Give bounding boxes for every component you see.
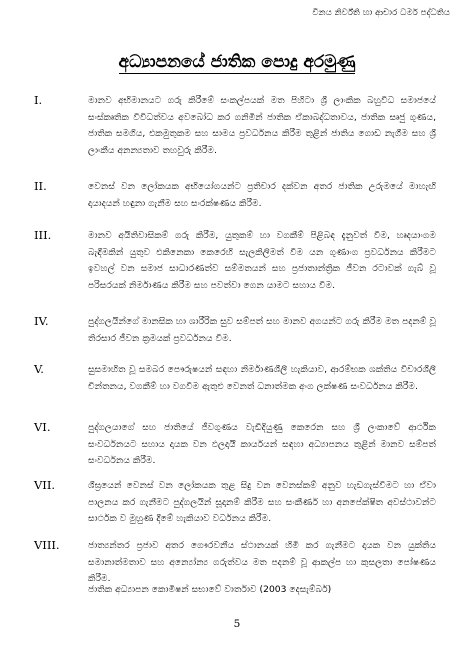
item-numeral: V. [34, 362, 44, 376]
item-numeral: II. [34, 179, 47, 193]
page-title [0, 52, 474, 72]
running-header: විනය නිර්ව්ති හා ආචාර ධර්ම පද්ධතිය [312, 8, 450, 18]
item-text: මානව අභිමානයට ගරු කිරීමේ සංකල්පයක් මත පිහිටා ශ්‍රී ලාංකික බහුවිධ සමාජයේ සංස්කෘතික විවිධත්වය අවබෝධ කර ගනිමින් ජාතික ඒකාබද්ධතාවය, ජාතික සෘජු ගුණය, ජාතික සමගිය, එකමුතුකම සහ සාමය ප්‍රවර්ධනය කිරීම තුළින් ජාතිය ගොඩ නැගීම සහ ශ්‍රී ලාංකීය අනන්‍යතාව තහවුරු කිරීම. [88, 95, 436, 156]
item-numeral: III. [34, 228, 52, 242]
item-text: සුසමාහිත වූ සමබර පෞරුෂයන් සඳහා නිර්මාණශීලී හැකියාව, ආරම්භක ශක්තිය විචාරශීලී චින්තනය, වගකීම් හා වගවීම ඇතුළු වෙනත් ධනාත්මක අංග ලක්ෂණ සංවර්ධනය කිරීම. [88, 364, 436, 392]
item-numeral: I. [34, 93, 43, 107]
item-text: වෙනස් වන ලෝකයක අභියෝගයන්ට ප්‍රතිචාර දක්වන අතර ජාතික උරුමයේ මාහැඟි දායාදයන් හඳුනා ගැනීම සහ සංරක්ෂණය කිරීම. [88, 181, 436, 209]
page-title-text: අධ්‍යාපනයේ ජාතික පොදු අරමුණු [118, 52, 356, 72]
item-numeral: VI. [34, 420, 51, 434]
item-text: පුද්ගලයාගේ සහ ජාතියේ ජීවගුණය වැඩිදියුණු කෙරෙන සහ ශ්‍රී ලංකාවේ ආර්ථික සංවර්ධනයට සහාය දායක වන ඵලදායී කාර්යයන් සඳහා අධ්‍යාපනය තුළින් මානව සම්පත් සංවර්ධනය කිරීම. [88, 422, 436, 467]
item-text: මානව අයිතිවාසිකම් ගරු කිරීම, යුතුකම් හා වගකීම් පිළිබඳ දැනුවත් වීම, හෘදයාංගම බැඳීමකින් යුතුව එකිනෙකා කෙරෙහි සැලකිලිමත් වීම යන ගුණාංග ප්‍රවර්ධනය කිරීමට ඉවහල් වන සමාජ සාධාරණත්ව සම්මතයන් සහ ප්‍රජාතාන්ත්‍රික ජීවන රටාවක් ගැබ් වූ පරිසරයක් නිර්මාණය කිරීම සහ පවත්වා ගෙන යාමට සහාය වීම. [88, 230, 436, 291]
item-numeral: VIII. [34, 538, 60, 552]
item-text: පුද්ගලයින්ගේ මානසික හා ශාරීරික සුව සම්පත් සහ මානව අගයන්ට ගරු කිරීම මත පදනම් වූ තිරසාර ජීවන ක්‍රමයක් ප්‍රවර්ධනය වීම. [88, 316, 436, 344]
item-text: ජාත්‍යන්තර ප්‍රජාව අතර ගෞරවනීය ස්ථානයක් හිමි කර ගැනීමට දායක වන යුක්තිය සමානාත්මතාව සහ අන්‍යෝන්‍ය ගරුත්වය මත පදනම් වූ ආකල්ප හා කුසලතා පෝෂණය කිරීම. [88, 540, 436, 585]
source-citation: ජාතික අධ්‍යාපන කොමිෂන් සභාවේ වාර්තාව (2003 දෙසැම්බර්) [88, 584, 332, 595]
page-number: 5 [233, 618, 241, 630]
item-numeral: VII. [34, 478, 56, 492]
item-numeral: IV. [34, 314, 49, 328]
item-text: ශීඝ්‍රයෙන් වෙනස් වන ලෝකයක තුළ සිදු වන වෙනස්කම් අනුව හැඩගැස්වීමට හා ඒවා පාලනය කර ගැනීමට පුද්ගලයින් සූදානම් කිරීම සහ සංකීර්ණ හා අනපේක්ෂිත අවස්ථාවන්ට සාර්ථක ව මුහුණ දීමේ හැකියාව වර්ධනය කිරීම. [88, 480, 436, 525]
